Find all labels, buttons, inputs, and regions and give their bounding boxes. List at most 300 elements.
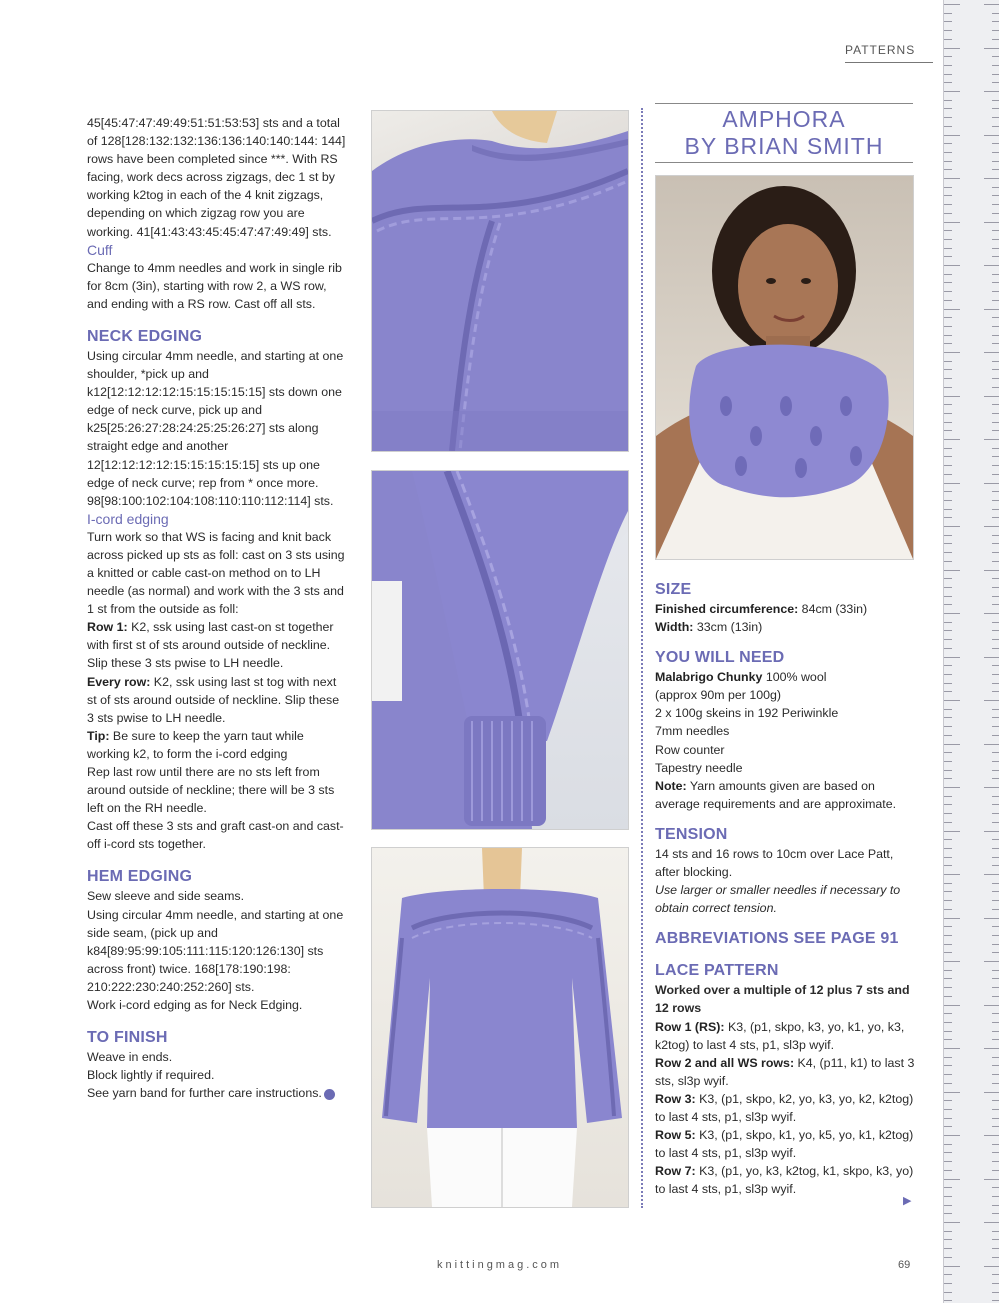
ruler-tick	[944, 1231, 952, 1232]
ruler-tick	[992, 796, 999, 797]
section-rule	[845, 62, 933, 63]
ruler-tick	[944, 709, 952, 710]
body-paragraph: 14 sts and 16 rows to 10cm over Lace Patt, after blocking.	[655, 846, 894, 880]
ruler-tick	[944, 691, 952, 692]
ruler-tick	[992, 883, 999, 884]
ruler-tick	[944, 256, 952, 257]
paragraph-text: K2, ssk using last cast-on st together with first st of sts around outside of neckline. Slip these 3 sts pwise to LH needle.	[87, 620, 334, 671]
ruler-tick	[992, 1118, 999, 1119]
ruler-tick	[944, 926, 952, 927]
paragraph-text: K3, (p1, skpo, k2, yo, k3, yo, k2, k2tog) to last 4 sts, p1, sl3p wyif.	[655, 1091, 914, 1124]
ruler-tick	[944, 874, 960, 875]
paragraph-label: Row 3:	[655, 1091, 696, 1106]
ruler-tick	[944, 265, 960, 266]
ruler-tick	[944, 613, 960, 614]
ruler-tick	[944, 996, 952, 997]
ruler-tick	[992, 1100, 999, 1101]
paragraph-text: Yarn amounts given are based on average requirements and are approximate.	[655, 778, 897, 811]
ruler-tick	[944, 13, 952, 14]
ruler-tick	[944, 39, 952, 40]
ruler-tick	[992, 1300, 999, 1301]
ruler-tick	[992, 987, 999, 988]
ruler-tick	[944, 1274, 952, 1275]
ruler-tick	[984, 700, 999, 701]
pattern-title	[655, 106, 913, 160]
ruler-tick	[992, 39, 999, 40]
ruler-tick	[944, 378, 952, 379]
ruler-tick	[944, 108, 952, 109]
ruler-tick	[992, 1170, 999, 1171]
ruler-tick	[944, 1213, 952, 1214]
ruler-tick	[992, 578, 999, 579]
ruler-tick	[992, 752, 999, 753]
ruler-tick	[984, 4, 999, 5]
ruler-tick	[992, 822, 999, 823]
ruler-tick	[992, 891, 999, 892]
ruler-tick	[992, 1039, 999, 1040]
ruler-tick	[944, 909, 952, 910]
ruler-tick	[944, 369, 952, 370]
ruler-tick	[992, 909, 999, 910]
ruler-tick	[944, 804, 952, 805]
ruler-tick	[944, 674, 952, 675]
paragraph-text: 84cm (33in)	[798, 602, 868, 616]
ruler-tick	[944, 230, 952, 231]
paragraph-text: K3, (p1, yo, k3, k2tog, k1, skpo, k3, yo) to last 4 sts, p1, sl3p wyif.	[655, 1164, 914, 1197]
ruler-tick	[944, 343, 952, 344]
ruler-tick	[992, 404, 999, 405]
ruler-tick	[944, 657, 960, 658]
ruler-tick	[944, 665, 952, 666]
ruler-tick	[944, 82, 952, 83]
ruler-tick	[944, 1005, 960, 1006]
ruler-tick	[984, 265, 999, 266]
ruler-tick	[984, 874, 999, 875]
title-rule-bottom	[655, 162, 913, 163]
ruler-tick	[944, 604, 952, 605]
ruler-tick	[984, 961, 999, 962]
ruler-tick	[944, 74, 952, 75]
ruler-tick	[944, 413, 952, 414]
column-divider	[641, 108, 643, 1208]
sub-heading: Cuff	[87, 241, 113, 258]
ruler-tick	[992, 1083, 999, 1084]
ruler-tick	[992, 735, 999, 736]
ruler-tick	[992, 430, 999, 431]
ruler-tick	[944, 430, 952, 431]
ruler-tick	[944, 317, 952, 318]
ruler-tick	[944, 1013, 952, 1014]
ruler-tick	[992, 865, 999, 866]
ruler-tick	[944, 1144, 952, 1145]
paragraph-text: K4, (p11, k1) to last 3 sts, sl3p wyif.	[655, 1055, 915, 1088]
ruler-tick	[992, 126, 999, 127]
ruler-tick	[992, 230, 999, 231]
ruler-tick	[992, 926, 999, 927]
ruler-tick	[992, 857, 999, 858]
title-rule-top	[655, 103, 913, 104]
ruler-tick	[944, 126, 952, 127]
ruler-tick	[992, 1022, 999, 1023]
ruler-tick	[992, 152, 999, 153]
ruler-tick	[992, 187, 999, 188]
ruler-tick	[944, 883, 952, 884]
ruler-tick	[944, 1283, 952, 1284]
end-mark-icon	[324, 1089, 335, 1100]
pattern-designer: BY BRIAN SMITH	[684, 133, 884, 159]
ruler-tick	[984, 918, 999, 919]
ruler-tick	[992, 691, 999, 692]
labelled-paragraph	[87, 727, 349, 763]
ruler-tick	[944, 639, 952, 640]
ruler-tick	[992, 1031, 999, 1032]
ruler-tick	[992, 448, 999, 449]
ruler-tick	[992, 422, 999, 423]
ruler-tick	[944, 831, 960, 832]
ruler-tick	[992, 952, 999, 953]
ruler-tick	[984, 483, 999, 484]
paragraph-text: K2, ssk using last st tog with next st of sts around outside of neckline. Slip these 3 sts pwise to LH needle.	[87, 674, 340, 725]
ruler-tick	[992, 343, 999, 344]
ruler-tick	[984, 352, 999, 353]
ruler-tick	[992, 413, 999, 414]
body-paragraph: Turn work so that WS is facing and knit back across picked up sts as foll: cast on 3 sts using a knitted or cable cast-on method on to LH needle (as normal) and work with the 3 sts and 1 st from the outside as foll:	[87, 529, 345, 617]
labelled-paragraph	[655, 777, 917, 813]
ruler-tick	[944, 352, 960, 353]
ruler-tick	[944, 735, 952, 736]
ruler-tick	[944, 309, 960, 310]
ruler-tick	[944, 1031, 952, 1032]
paragraph-label: Finished circumference:	[655, 602, 799, 616]
ruler-tick	[944, 1161, 952, 1162]
labelled-paragraph	[655, 1054, 917, 1090]
ruler-tick	[992, 604, 999, 605]
ruler-tick	[992, 326, 999, 327]
pattern-name: AMPHORA	[722, 106, 846, 132]
labelled-paragraph	[655, 600, 917, 618]
ruler-tick	[984, 1092, 999, 1093]
ruler-tick	[992, 1274, 999, 1275]
ruler-tick	[992, 369, 999, 370]
ruler-tick	[992, 1257, 999, 1258]
ruler-tick	[944, 422, 952, 423]
ruler-tick	[992, 1161, 999, 1162]
ruler-tick	[992, 239, 999, 240]
paragraph-label: Malabrigo Chunky	[655, 670, 763, 685]
ruler-tick	[992, 970, 999, 971]
ruler-tick	[984, 526, 999, 527]
ruler-tick	[944, 239, 952, 240]
paragraph-label: Tip:	[87, 728, 110, 743]
ruler-tick	[992, 387, 999, 388]
ruler-tick	[944, 1039, 952, 1040]
body-paragraph: Block lightly if required.	[87, 1068, 215, 1083]
ruler-tick	[944, 1239, 952, 1240]
ruler-tick	[992, 248, 999, 249]
ruler-tick	[984, 439, 999, 440]
ruler-tick	[992, 117, 999, 118]
pattern-intro: Worked over a multiple of 12 plus 7 sts and 12 rows	[655, 983, 910, 1016]
ruler-tick	[992, 1074, 999, 1075]
ruler-tick	[944, 1126, 952, 1127]
body-paragraph: 45[45:47:47:49:49:51:51:53:53] sts and a total of 128[128:132:132:136:136:140:140:144: 144] rows have been completed since ***. With RS facing, work decs across zigzags, dec 1 st by working k2tog in each of the 4 knit zigzags, depending on which zigzag row you are working. 41[41:43:43:45:45:47:47:49:49] sts.	[87, 116, 346, 239]
ruler-tick	[984, 178, 999, 179]
ruler-tick	[944, 300, 952, 301]
paragraph-label: Every row:	[87, 674, 151, 689]
ruler-tick	[944, 500, 952, 501]
ruler-tick	[944, 1065, 952, 1066]
ruler-tick	[992, 935, 999, 936]
ruler-tick	[992, 213, 999, 214]
ruler-tick	[992, 996, 999, 997]
ruler-tick	[984, 831, 999, 832]
ruler-tick	[944, 169, 952, 170]
body-paragraph: (approx 90m per 100g)	[655, 688, 782, 703]
paragraph-text: K3, (p1, skpo, k3, yo, k1, yo, k3, k2tog) to last 4 sts, p1, sl3p wyif.	[655, 1019, 905, 1052]
labelled-paragraph	[655, 668, 917, 686]
ruler-tick	[992, 1213, 999, 1214]
ruler-tick	[984, 744, 999, 745]
ruler-tick	[944, 465, 952, 466]
ruler-tick	[984, 613, 999, 614]
ruler-tick	[944, 4, 960, 5]
ruler-tick	[992, 256, 999, 257]
ruler-tick	[992, 1292, 999, 1293]
paragraph-label: Row 7:	[655, 1164, 696, 1179]
ruler-tick	[944, 752, 952, 753]
ruler-tick	[944, 48, 960, 49]
ruler-tick	[944, 900, 952, 901]
ruler-tick	[992, 161, 999, 162]
paragraph-text: 33cm (13in)	[693, 620, 763, 635]
ruler-tick	[992, 726, 999, 727]
ruler-tick	[944, 1135, 960, 1136]
ruler-tick	[984, 48, 999, 49]
body-paragraph	[87, 1084, 349, 1102]
section-heading: NECK EDGING	[87, 327, 203, 345]
ruler-tick	[992, 300, 999, 301]
paragraph-text: 100% wool	[762, 670, 827, 685]
ruler-tick	[944, 622, 952, 623]
ruler-tick	[944, 813, 952, 814]
body-paragraph: Weave in ends.	[87, 1050, 173, 1065]
ruler-tick	[944, 143, 952, 144]
paragraph-label: Row 5:	[655, 1128, 696, 1143]
ruler-tick	[944, 952, 952, 953]
ruler-tick	[944, 1187, 952, 1188]
section-heading: ABBREVIATIONS SEE PAGE 91	[655, 930, 899, 948]
ruler-tick	[944, 1100, 952, 1101]
ruler-tick	[944, 1152, 952, 1153]
ruler-tick	[944, 248, 952, 249]
ruler-tick	[944, 396, 960, 397]
ruler-tick	[944, 630, 952, 631]
paragraph-text: K3, (p1, skpo, k1, yo, k5, yo, k1, k2tog) to last 4 sts, p1, sl3p wyif.	[655, 1128, 914, 1161]
arrow-right-icon: ▶	[903, 1195, 912, 1207]
ruler-tick	[944, 935, 952, 936]
ruler-tick	[944, 1022, 952, 1023]
sweater-shoulder-photo	[371, 110, 629, 452]
ruler-tick	[992, 674, 999, 675]
ruler-tick	[944, 857, 952, 858]
ruler-tick	[992, 317, 999, 318]
labelled-paragraph	[655, 618, 917, 636]
ruler-tick	[992, 622, 999, 623]
ruler-tick	[992, 474, 999, 475]
ruler-tick	[944, 91, 960, 92]
ruler-tick	[944, 439, 960, 440]
ruler-tick	[944, 1222, 960, 1223]
ruler-tick	[992, 978, 999, 979]
ruler-tick	[944, 1257, 952, 1258]
ruler-tick	[992, 195, 999, 196]
paragraph-label: Row 1:	[87, 620, 128, 635]
ruler-tick	[944, 796, 952, 797]
ruler-tick	[944, 839, 952, 840]
ruler-tick	[992, 291, 999, 292]
ruler-tick	[992, 56, 999, 57]
body-paragraph: Using circular 4mm needle, and starting at one side seam, (pick up and k84[89:95:99:105:111:115:120:126:130] sts across front) twice. 168[178:190:198: 210:222:230:240:252:260] sts.	[87, 907, 344, 994]
ruler-tick	[992, 517, 999, 518]
ruler-tick	[992, 1126, 999, 1127]
ruler-tick	[944, 683, 952, 684]
ruler-tick	[944, 1074, 952, 1075]
ruler-tick	[992, 778, 999, 779]
ruler-tick	[992, 500, 999, 501]
ruler-tick	[992, 709, 999, 710]
ruler-tick	[992, 361, 999, 362]
ruler-tick	[944, 282, 952, 283]
ruler-tick	[992, 535, 999, 536]
ruler-tick	[944, 578, 952, 579]
ruler-tick	[944, 944, 952, 945]
paragraph-text: Be sure to keep the yarn taut while working k2, to form the i-cord edging	[87, 728, 304, 761]
paragraph-label: Note:	[655, 778, 687, 793]
ruler-tick	[944, 822, 952, 823]
ruler-tick	[984, 135, 999, 136]
page-number: 69	[898, 1259, 911, 1271]
ruler-tick	[992, 1057, 999, 1058]
ruler-tick	[992, 552, 999, 553]
ruler-tick	[984, 396, 999, 397]
ruler-tick	[944, 213, 952, 214]
ruler-tick	[992, 648, 999, 649]
ruler-tick	[984, 1135, 999, 1136]
labelled-paragraph	[655, 1018, 917, 1054]
ruler-tick	[944, 274, 952, 275]
body-paragraph: Sew sleeve and side seams.	[87, 889, 245, 904]
ruler-tick	[944, 918, 960, 919]
ruler-tick	[944, 543, 952, 544]
ruler-tick	[992, 683, 999, 684]
ruler-tick	[944, 717, 952, 718]
labelled-paragraph	[655, 1090, 917, 1126]
ruler-tick	[944, 596, 952, 597]
ruler-tick	[944, 648, 952, 649]
ruler-tick	[992, 378, 999, 379]
body-paragraph: Rep last row until there are no sts left from around outside of neckline; there will be 3 sts left on the RH needle.	[87, 765, 335, 816]
ruler-tick	[984, 1179, 999, 1180]
ruler-tick	[992, 1239, 999, 1240]
footer-url: knittingmag.com	[436, 1259, 563, 1271]
right-column-text	[655, 580, 917, 1198]
ruler-tick	[944, 978, 952, 979]
ruler-tick	[992, 82, 999, 83]
ruler-tick	[992, 900, 999, 901]
sweater-back-photo	[371, 847, 629, 1208]
body-paragraph: Cast off these 3 sts and graft cast-on and cast-off i-cord sts together.	[87, 819, 344, 852]
ruler-tick	[944, 526, 960, 527]
ruler-tick	[992, 456, 999, 457]
ruler-tick	[944, 552, 952, 553]
ruler-tick	[944, 1109, 952, 1110]
labelled-paragraph	[87, 673, 349, 727]
ruler-tick	[992, 274, 999, 275]
ruler-tick	[944, 1248, 952, 1249]
section-heading: TENSION	[655, 825, 728, 843]
ruler-tick	[992, 1231, 999, 1232]
ruler-tick	[944, 361, 952, 362]
ruler-tick	[944, 561, 952, 562]
ruler-tick	[944, 161, 952, 162]
ruler-tick	[992, 813, 999, 814]
ruler-tick	[944, 404, 952, 405]
ruler-tick	[944, 1048, 960, 1049]
left-column-text	[87, 114, 349, 1102]
ruler-tick	[992, 587, 999, 588]
paragraph-text: See yarn band for further care instructions.	[87, 1086, 322, 1101]
ruler-tick	[984, 309, 999, 310]
ruler-tick	[944, 483, 960, 484]
ruler-tick	[992, 665, 999, 666]
ruler-tick	[944, 726, 952, 727]
labelled-paragraph	[87, 618, 349, 672]
section-label: PATTERNS	[845, 43, 916, 57]
section-heading: TO FINISH	[87, 1029, 168, 1047]
body-paragraph: Change to 4mm needles and work in single rib for 8cm (3in), starting with row 2, a WS row, and ending with a RS row. Cast off all sts.	[87, 260, 342, 311]
ruler-tick	[992, 1283, 999, 1284]
ruler-tick	[992, 509, 999, 510]
section-heading: LACE PATTERN	[655, 962, 779, 980]
ruler-tick	[944, 587, 952, 588]
ruler-tick	[944, 891, 952, 892]
ruler-tick	[944, 56, 952, 57]
sweater-sleeve-photo	[371, 470, 629, 830]
ruler-tick	[992, 1187, 999, 1188]
ruler-tick	[944, 700, 960, 701]
ruler-tick	[992, 761, 999, 762]
ruler-tick	[992, 21, 999, 22]
labelled-paragraph	[655, 1162, 917, 1198]
ruler-tick	[944, 1083, 952, 1084]
ruler-tick	[992, 204, 999, 205]
ruler-tick	[944, 517, 952, 518]
ruler-tick	[992, 1144, 999, 1145]
ruler-tick	[944, 387, 952, 388]
ruler-tick	[944, 848, 952, 849]
ruler-tick	[944, 535, 952, 536]
ruler-tick	[944, 474, 952, 475]
ruler-tick	[944, 326, 952, 327]
ruler-tick	[992, 30, 999, 31]
ruler-tick	[944, 770, 952, 771]
ruler-tick	[944, 778, 952, 779]
ruler-tick	[992, 804, 999, 805]
labelled-paragraph	[655, 1126, 917, 1162]
section-heading: SIZE	[655, 581, 692, 598]
ruler-tick	[992, 630, 999, 631]
ruler-tick	[992, 1196, 999, 1197]
